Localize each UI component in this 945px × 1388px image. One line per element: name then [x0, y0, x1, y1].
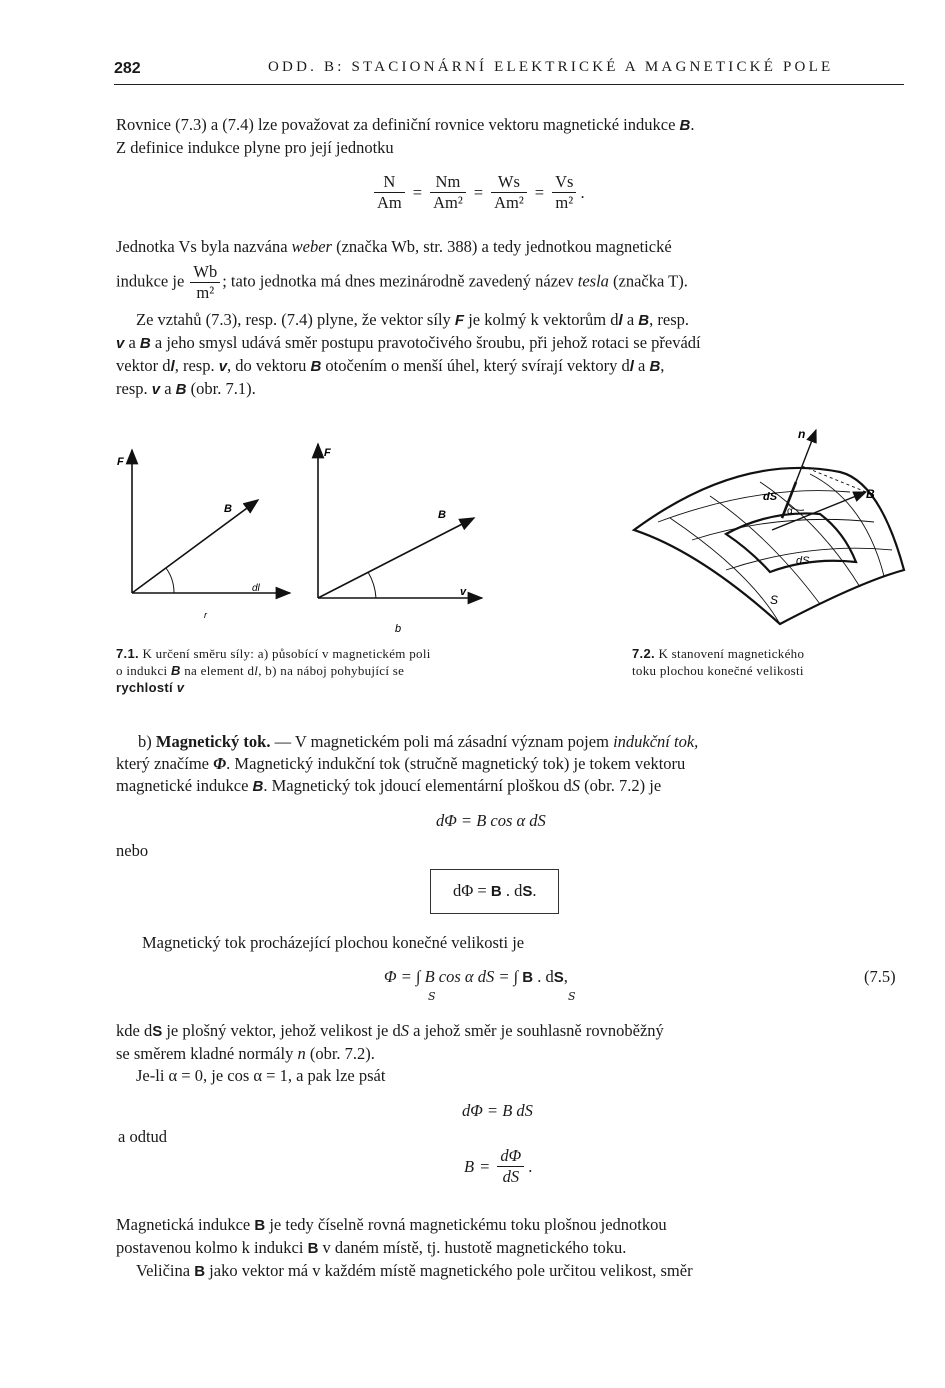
caption-figure-7-2	[632, 645, 902, 679]
denominator: Am²	[433, 193, 463, 212]
paragraph-6	[116, 1020, 904, 1087]
numerator: Wb	[190, 262, 220, 283]
vector-symbol: B	[307, 1240, 319, 1257]
vector-symbol: B	[171, 663, 181, 678]
denominator: m²	[555, 193, 574, 212]
label-n: n	[798, 427, 806, 441]
vector-symbol: B	[649, 358, 661, 375]
text: K stanovení magnetického	[654, 646, 805, 661]
page-number: 282	[114, 60, 141, 77]
text: je plošný vektor, jehož velikost je d	[162, 1021, 401, 1040]
paragraph-4	[116, 731, 904, 798]
text: je tedy číselně rovná magnetickému toku plošnou jednotkou	[265, 1215, 667, 1234]
text: n	[297, 1044, 306, 1063]
text: . Magnetický indukční tok (stručně magnetický tok) je tokem vektoru	[226, 754, 686, 773]
equals: =	[412, 182, 423, 202]
text: .	[690, 115, 695, 134]
text: . d	[501, 881, 523, 900]
denominator: Am	[377, 193, 402, 212]
text: o indukci	[116, 663, 171, 678]
vector-symbol: B	[490, 883, 502, 900]
term-weber: weber	[291, 237, 332, 256]
label-v: v	[460, 586, 467, 598]
term: indukční tok,	[613, 732, 699, 751]
text: vektor d	[116, 356, 171, 375]
numerator: N	[374, 172, 405, 193]
equation-number: (7.5)	[864, 967, 896, 986]
text: otočením o menší úhel, který svírají vektory d	[321, 356, 630, 375]
caption-number: 7.2.	[632, 646, 655, 661]
arrow-B-a	[132, 500, 258, 593]
equation-boxed	[430, 869, 559, 914]
label-dS-vector: dS	[763, 491, 778, 503]
label-F-b: F	[324, 447, 331, 459]
vector-symbol: v	[176, 680, 185, 695]
numerator: Vs	[552, 172, 576, 193]
text: . Magnetický tok jdoucí elementární ploškou d	[263, 776, 572, 795]
vector-symbol: B	[254, 1217, 266, 1234]
equation-units	[372, 172, 587, 213]
label-S: S	[770, 593, 779, 607]
integral-subscript-1: S	[428, 990, 436, 1003]
text: ,	[563, 967, 568, 986]
label-dl: dl	[252, 583, 260, 594]
label-dS: dS	[796, 555, 810, 567]
text: na element d	[180, 663, 255, 678]
label-F-a: F	[117, 456, 124, 468]
text: Je-li α = 0, je cos α = 1, a pak lze psát	[136, 1066, 386, 1085]
label-B-a: B	[224, 503, 232, 515]
label-alpha: α	[787, 506, 793, 517]
text: (značka Wb, str. 388) a tedy jednotkou magnetické	[331, 237, 672, 256]
text: a	[622, 310, 639, 329]
label-B: B	[866, 487, 875, 501]
period: .	[580, 182, 585, 202]
figure-7-1	[110, 438, 500, 638]
text: K určení směru síly: a) působící v magnetickém poli	[138, 646, 431, 661]
equals: =	[480, 1156, 490, 1176]
term-tesla: tesla	[577, 271, 609, 291]
integral-subscript-2: S	[568, 990, 576, 1003]
fraction	[374, 172, 405, 213]
paragraph-5: Magnetický tok procházející plochou konečné velikosti je	[142, 933, 525, 952]
vector-symbol: B	[252, 778, 264, 795]
text: Rovnice (7.3) a (7.4) lze považovat za definiční rovnice vektoru magnetické indukce	[116, 115, 680, 134]
fraction	[497, 1146, 524, 1187]
text: Φ = ∫ B cos α dS = ∫	[384, 967, 523, 986]
text: ,	[660, 356, 665, 375]
text: a	[160, 379, 176, 398]
grid-line	[658, 491, 850, 522]
text: B	[464, 1156, 475, 1176]
text: b)	[138, 732, 156, 751]
text: Jednotka Vs byla nazvána	[116, 237, 292, 256]
vector-symbol: B	[679, 117, 691, 134]
label-B-b: B	[438, 509, 446, 521]
vector-symbol: S	[522, 883, 533, 900]
label-sub-a: r	[204, 610, 207, 620]
header-rule	[114, 84, 904, 85]
numerator: dΦ	[497, 1146, 524, 1167]
vector-symbol: S	[152, 1023, 163, 1040]
text: jako vektor má v každém místě magnetického pole určitou velikost, směr	[205, 1261, 693, 1280]
text: který značíme	[116, 754, 214, 773]
text: rychlostí	[116, 680, 177, 695]
vector-symbol: v	[218, 358, 228, 375]
vector-symbol: B	[175, 381, 187, 398]
text: , resp.	[174, 356, 219, 375]
label-sub-b: b	[395, 623, 402, 635]
equation-7-5	[384, 966, 568, 989]
text: je kolmý k vektorům d	[464, 310, 619, 329]
vector-symbol: B	[638, 312, 650, 329]
vector-symbol: l	[170, 358, 175, 375]
caption-figure-7-1	[116, 645, 566, 696]
period: .	[528, 1156, 533, 1176]
word-a-odtud: a odtud	[118, 1127, 168, 1146]
text: Ze vztahů (7.3), resp. (7.4) plyne, že vektor síly	[136, 310, 455, 329]
vector-symbol: l	[629, 358, 634, 375]
equation-dphi-2: dΦ = B dS	[462, 1101, 533, 1120]
vector-symbol: v	[116, 335, 125, 352]
text: (obr. 7.2) je	[580, 776, 662, 795]
paragraph-1	[116, 114, 904, 159]
paragraph-2-line-2	[116, 262, 904, 303]
figure-7-2	[630, 422, 910, 632]
text: a	[633, 356, 650, 375]
text: se směrem kladné normály	[116, 1044, 298, 1063]
text: , b) na náboj pohybující se	[258, 663, 405, 678]
symbol-phi: Φ	[213, 754, 227, 773]
text: . d	[533, 967, 554, 986]
text: (značka T).	[608, 271, 688, 291]
grid-line	[710, 496, 820, 604]
text: resp.	[116, 379, 152, 398]
denominator: dS	[502, 1167, 520, 1186]
text: ; tato jednotka má dnes mezinárodně zavedený název	[222, 271, 578, 291]
equation-dphi-1: dΦ = B cos α dS	[436, 811, 546, 830]
text: , do vektoru	[227, 356, 311, 375]
paragraph-3	[116, 309, 904, 401]
vector-symbol: v	[151, 381, 161, 398]
text: indukce je	[116, 271, 189, 291]
equation-b-ratio	[464, 1146, 534, 1187]
section-title: Magnetický tok.	[155, 732, 271, 751]
fraction	[491, 172, 527, 213]
denominator: m²	[196, 283, 215, 302]
numerator: Nm	[430, 172, 466, 193]
text: , resp.	[649, 310, 689, 329]
angle-arc-a	[166, 568, 174, 593]
equals: =	[473, 182, 484, 202]
text: postavenou kolmo k indukci	[116, 1238, 308, 1257]
text: dΦ =	[453, 881, 491, 900]
text: — V magnetickém poli má zásadní význam pojem	[270, 732, 614, 751]
text: a	[124, 333, 140, 352]
running-title: ODD. B: STACIONÁRNÍ ELEKTRICKÉ A MAGNETICKÉ POLE	[268, 59, 834, 75]
text: (obr. 7.1).	[186, 379, 256, 398]
vector-symbol: B	[522, 969, 534, 986]
text: Z definice indukce plyne pro její jednotku	[116, 138, 394, 157]
vector-symbol: F	[454, 312, 465, 329]
numerator: Ws	[491, 172, 527, 193]
text: S	[571, 776, 581, 795]
paragraph-7	[116, 1214, 904, 1283]
text: S	[400, 1021, 410, 1040]
text: v daném místě, tj. hustotě magnetického toku.	[318, 1238, 627, 1257]
vector-symbol: B	[310, 358, 322, 375]
text: toku plochou konečné velikosti	[632, 663, 804, 678]
text: l	[254, 663, 259, 678]
grid-line	[692, 519, 874, 540]
equals: =	[534, 182, 545, 202]
arrow-B-b	[318, 518, 474, 598]
fraction-wb-m2	[190, 262, 220, 303]
paragraph-2-line-1	[116, 236, 904, 258]
fraction	[552, 172, 576, 213]
text: (obr. 7.2).	[305, 1044, 375, 1063]
word-nebo: nebo	[116, 841, 149, 860]
text: .	[532, 881, 537, 900]
text: kde d	[116, 1021, 153, 1040]
fraction	[430, 172, 466, 213]
text: a jehož směr je souhlasně rovnoběžný	[409, 1021, 664, 1040]
caption-number: 7.1.	[116, 646, 139, 661]
denominator: Am²	[494, 193, 524, 212]
vector-symbol: S	[553, 969, 564, 986]
vector-symbol: B	[139, 335, 151, 352]
text: Veličina	[136, 1261, 195, 1280]
vector-symbol: B	[194, 1263, 206, 1280]
text: magnetické indukce	[116, 776, 253, 795]
text: Magnetická indukce	[116, 1215, 255, 1234]
angle-arc-b	[368, 572, 376, 598]
text: a jeho smysl udává směr postupu pravotočivého šroubu, při jehož rotaci se převádí	[150, 333, 701, 352]
vector-symbol: l	[618, 312, 623, 329]
